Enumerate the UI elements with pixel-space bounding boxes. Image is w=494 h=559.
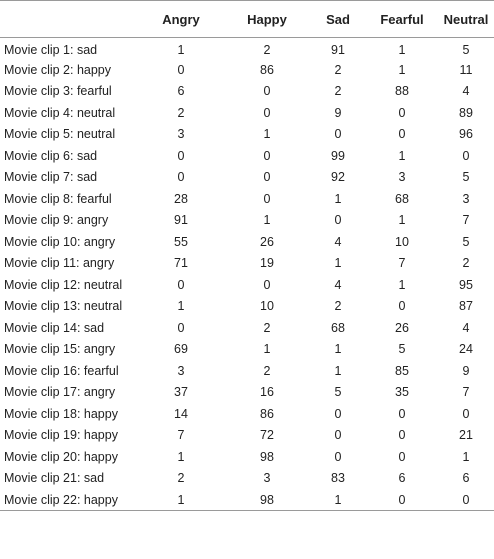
table-row xyxy=(0,145,494,167)
cell-sad: 99 xyxy=(331,148,345,163)
cell-happy: 3 xyxy=(263,471,271,486)
cell-sad: 0 xyxy=(334,213,342,228)
cell-sad: 4 xyxy=(334,234,342,249)
cell-happy: 19 xyxy=(260,256,274,271)
cell-angry: 1 xyxy=(177,299,185,314)
cell-fearful: 1 xyxy=(398,62,406,77)
cell-angry: 2 xyxy=(177,105,185,120)
cell-fearful: 0 xyxy=(398,299,406,314)
cell-happy: 26 xyxy=(260,234,274,249)
table-row xyxy=(0,296,494,318)
cell-happy: 72 xyxy=(260,428,274,443)
row-label: Movie clip 15: angry xyxy=(4,342,116,357)
row-label: Movie clip 9: angry xyxy=(4,213,109,228)
cell-neutral: 7 xyxy=(462,213,470,228)
cell-angry: 0 xyxy=(177,277,185,292)
header-cell-fearful: Fearful xyxy=(366,1,438,38)
cell-neutral: 4 xyxy=(462,320,470,335)
cell-happy: 0 xyxy=(263,170,271,185)
cell-fearful: 6 xyxy=(398,471,406,486)
cell-neutral: 96 xyxy=(459,127,473,142)
cell-neutral: 0 xyxy=(438,489,494,511)
cell-happy: 1 xyxy=(263,213,271,228)
cell-angry: 3 xyxy=(177,127,185,142)
cell-fearful: 7 xyxy=(398,256,406,271)
cell-angry: 55 xyxy=(174,234,188,249)
row-label: Movie clip 18: happy xyxy=(4,406,118,421)
cell-angry: 0 xyxy=(177,62,185,77)
cell-neutral: 6 xyxy=(462,471,470,486)
cell-sad: 2 xyxy=(334,84,342,99)
cell-angry: 3 xyxy=(177,363,185,378)
table-row xyxy=(0,446,494,468)
cell-angry: 1 xyxy=(138,489,224,511)
cell-sad: 2 xyxy=(334,299,342,314)
cell-sad: 5 xyxy=(334,385,342,400)
cell-neutral: 7 xyxy=(462,385,470,400)
cell-fearful: 88 xyxy=(395,84,409,99)
table-row xyxy=(0,167,494,189)
cell-sad: 1 xyxy=(334,256,342,271)
cell-fearful: 1 xyxy=(398,43,406,57)
header-cell-angry: Angry xyxy=(138,1,224,38)
row-label: Movie clip 4: neutral xyxy=(4,105,116,120)
row-label: Movie clip 5: neutral xyxy=(4,127,116,142)
cell-fearful: 0 xyxy=(398,406,406,421)
cell-fearful: 35 xyxy=(395,385,409,400)
cell-happy: 10 xyxy=(260,299,274,314)
cell-angry: 91 xyxy=(174,213,188,228)
table-row xyxy=(0,360,494,382)
cell-neutral: 95 xyxy=(459,277,473,292)
table-row xyxy=(0,468,494,490)
table-row xyxy=(0,317,494,339)
cell-fearful: 1 xyxy=(398,148,406,163)
cell-sad: 1 xyxy=(334,342,342,357)
row-label: Movie clip 14: sad xyxy=(4,320,105,335)
table-row xyxy=(0,274,494,296)
table-row xyxy=(0,253,494,275)
cell-angry: 0 xyxy=(177,148,185,163)
cell-fearful: 68 xyxy=(395,191,409,206)
cell-angry: 2 xyxy=(177,471,185,486)
cell-neutral: 5 xyxy=(462,234,470,249)
row-label: Movie clip 3: fearful xyxy=(4,84,112,99)
cell-neutral: 11 xyxy=(459,62,473,77)
table-header xyxy=(0,1,494,38)
cell-happy: 0 xyxy=(263,148,271,163)
cell-neutral: 87 xyxy=(459,299,473,314)
table-row xyxy=(0,210,494,232)
cell-happy: 1 xyxy=(263,127,271,142)
cell-neutral: 3 xyxy=(462,191,470,206)
cell-sad: 0 xyxy=(334,406,342,421)
cell-sad: 0 xyxy=(334,449,342,464)
cell-happy: 86 xyxy=(260,406,274,421)
cell-sad: 1 xyxy=(334,363,342,378)
table-row xyxy=(0,81,494,103)
cell-happy: 98 xyxy=(260,449,274,464)
cell-angry: 0 xyxy=(177,320,185,335)
table-row xyxy=(0,38,494,60)
cell-fearful: 1 xyxy=(398,277,406,292)
cell-fearful: 0 xyxy=(398,105,406,120)
cell-happy: 2 xyxy=(263,43,271,57)
cell-happy: 0 xyxy=(263,277,271,292)
table-row xyxy=(0,102,494,124)
cell-angry: 0 xyxy=(177,170,185,185)
table-row xyxy=(0,124,494,146)
cell-fearful: 26 xyxy=(395,320,409,335)
row-label: Movie clip 13: neutral xyxy=(4,299,123,314)
header-cell-neutral: Neutral xyxy=(438,1,494,38)
cell-happy: 0 xyxy=(263,105,271,120)
cell-fearful: 1 xyxy=(398,213,406,228)
cell-fearful: 10 xyxy=(395,234,409,249)
cell-neutral: 21 xyxy=(459,428,473,443)
cell-neutral: 4 xyxy=(462,84,470,99)
cell-happy: 86 xyxy=(260,62,274,77)
header-cell-sad: Sad xyxy=(310,1,366,38)
cell-neutral: 5 xyxy=(462,43,470,57)
cell-sad: 0 xyxy=(334,428,342,443)
cell-neutral: 9 xyxy=(462,363,470,378)
cell-fearful: 0 xyxy=(366,489,438,511)
row-label: Movie clip 17: angry xyxy=(4,385,116,400)
cell-neutral: 1 xyxy=(462,449,470,464)
row-label: Movie clip 21: sad xyxy=(4,471,105,486)
cell-neutral: 0 xyxy=(462,148,470,163)
cell-sad: 92 xyxy=(331,170,345,185)
cell-happy: 2 xyxy=(263,363,271,378)
cell-fearful: 85 xyxy=(395,363,409,378)
row-label: Movie clip 16: fearful xyxy=(4,363,119,378)
table-row xyxy=(0,188,494,210)
table-row xyxy=(0,382,494,404)
cell-fearful: 0 xyxy=(398,428,406,443)
cell-neutral: 2 xyxy=(462,256,470,271)
row-label: Movie clip 12: neutral xyxy=(4,277,123,292)
cell-sad: 91 xyxy=(331,43,345,57)
cell-fearful: 3 xyxy=(398,170,406,185)
cell-neutral: 0 xyxy=(462,406,470,421)
cell-fearful: 5 xyxy=(398,342,406,357)
cell-sad: 4 xyxy=(334,277,342,292)
row-label: Movie clip 19: happy xyxy=(4,428,118,443)
cell-neutral: 24 xyxy=(459,342,473,357)
cell-happy: 0 xyxy=(263,191,271,206)
row-label: Movie clip 11: angry xyxy=(4,256,115,271)
cell-sad: 1 xyxy=(334,191,342,206)
cell-angry: 37 xyxy=(174,385,188,400)
header-row xyxy=(0,1,494,38)
cell-angry: 1 xyxy=(177,449,185,464)
cell-sad: 2 xyxy=(334,62,342,77)
cell-fearful: 0 xyxy=(398,127,406,142)
cell-sad: 68 xyxy=(331,320,345,335)
cell-happy: 1 xyxy=(263,342,271,357)
table-row xyxy=(0,489,494,511)
cell-angry: 28 xyxy=(174,191,188,206)
cell-angry: 71 xyxy=(174,256,188,271)
cell-happy: 98 xyxy=(224,489,310,511)
row-label: Movie clip 8: fearful xyxy=(4,191,112,206)
row-label: Movie clip 7: sad xyxy=(4,170,98,185)
header-cell-blank xyxy=(0,1,138,38)
table-row xyxy=(0,403,494,425)
table-body xyxy=(0,38,494,511)
row-label: Movie clip 20: happy xyxy=(4,449,118,464)
table-row xyxy=(0,59,494,81)
row-label: Movie clip 10: angry xyxy=(4,234,116,249)
cell-happy: 16 xyxy=(260,385,274,400)
cell-angry: 14 xyxy=(174,406,188,421)
cell-fearful: 0 xyxy=(398,449,406,464)
cell-sad: 83 xyxy=(331,471,345,486)
table-row xyxy=(0,231,494,253)
cell-neutral: 89 xyxy=(459,105,473,120)
table-row xyxy=(0,425,494,447)
row-label: Movie clip 1: sad xyxy=(4,43,98,57)
cell-angry: 69 xyxy=(174,342,188,357)
cell-sad: 9 xyxy=(334,105,342,120)
table-row xyxy=(0,339,494,361)
cell-happy: 2 xyxy=(263,320,271,335)
row-label: Movie clip 6: sad xyxy=(4,148,98,163)
cell-angry: 1 xyxy=(177,43,185,57)
header-cell-happy: Happy xyxy=(224,1,310,38)
cell-angry: 7 xyxy=(177,428,185,443)
cell-sad: 0 xyxy=(334,127,342,142)
cell-neutral: 5 xyxy=(462,170,470,185)
cell-angry: 6 xyxy=(177,84,185,99)
row-label: Movie clip 22: happy xyxy=(0,489,138,511)
cell-sad: 1 xyxy=(310,489,366,511)
row-label: Movie clip 2: happy xyxy=(4,62,112,77)
cell-happy: 0 xyxy=(263,84,271,99)
